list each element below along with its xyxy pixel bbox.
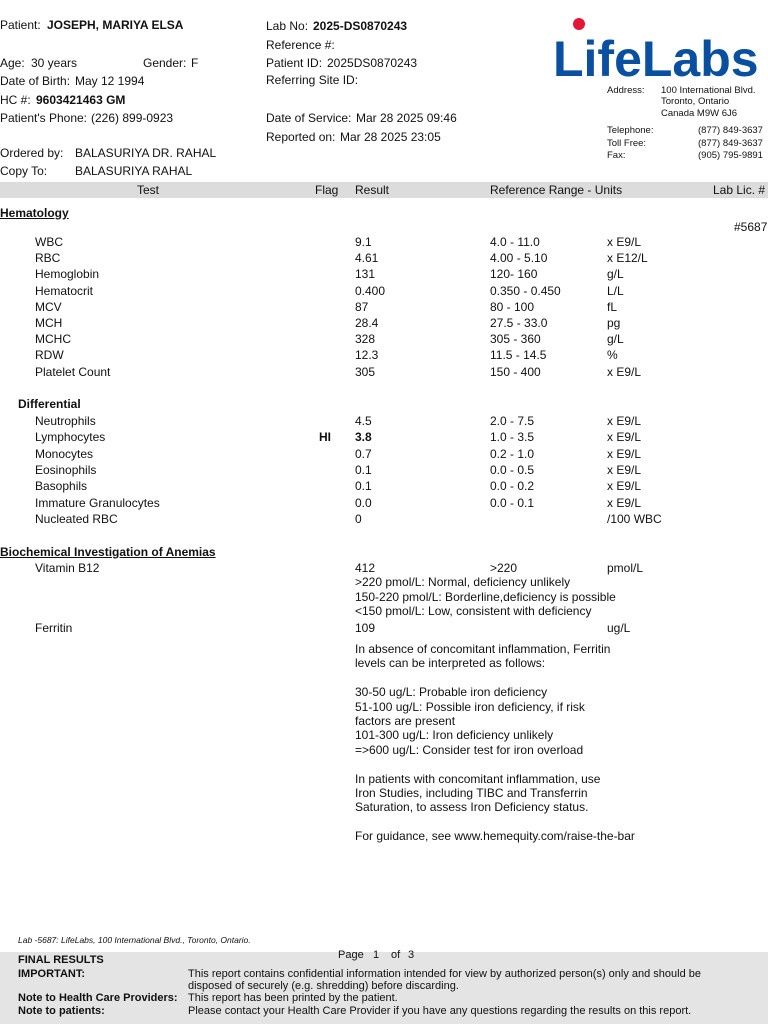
- row-range: 2.0 - 7.5: [490, 414, 535, 428]
- row-range: 0.350 - 0.450: [490, 283, 561, 298]
- fax-label: Fax:: [607, 150, 626, 161]
- row-result: 0.1: [355, 479, 372, 494]
- address-line-3: Canada M9W 6J6: [661, 108, 738, 119]
- row-test: Eosinophils: [35, 462, 97, 477]
- section-anemias: Biochemical Investigation of Anemias: [0, 545, 216, 559]
- row-result: 4.61: [355, 251, 379, 266]
- row-range: 27.5 - 33.0: [490, 316, 548, 330]
- note-line: 150-220 pmol/L: Borderline,deficiency is possible: [355, 589, 616, 604]
- note-line: In patients with concomitant inflammation, use: [355, 771, 601, 786]
- copy-to-label: Copy To:: [0, 164, 48, 178]
- row-range: 11.5 - 14.5: [490, 348, 547, 363]
- row-range: 0.0 - 0.1: [490, 495, 535, 510]
- row-range: 1.0 - 3.5: [490, 430, 535, 445]
- row-result: 131: [355, 267, 376, 282]
- page-of-label: of: [391, 949, 401, 961]
- patient-id-label: Patient ID:: [266, 56, 323, 70]
- col-lab-lic: Lab Lic. #: [713, 183, 766, 197]
- ferritin-result: 109: [355, 621, 376, 635]
- row-result: 0.7: [355, 446, 372, 461]
- age-label: Age:: [0, 56, 25, 70]
- telephone-label: Telephone:: [607, 125, 654, 136]
- section-differential: Differential: [18, 397, 81, 411]
- row-result: 305: [355, 364, 376, 379]
- patient-label: Patient:: [0, 18, 41, 32]
- row-result: 87: [355, 299, 369, 314]
- important-text-2: disposed of securely (e.g. shredding) before discarding.: [188, 980, 459, 992]
- row-unit: x E9/L: [607, 364, 642, 379]
- col-reference-range: Reference Range - Units: [490, 183, 623, 197]
- row-result: 28.4: [355, 316, 379, 330]
- row-unit: x E9/L: [607, 479, 642, 494]
- hcp-text: This report has been printed by the patient.: [188, 992, 398, 1004]
- reported-on-value: Mar 28 2025 23:05: [340, 130, 441, 144]
- dob-label: Date of Birth:: [0, 74, 71, 88]
- row-test: Basophils: [35, 479, 88, 494]
- row-result: 0.1: [355, 462, 372, 477]
- row-result: 0.0: [355, 495, 372, 510]
- hcp-label: Note to Health Care Providers:: [18, 992, 178, 1004]
- note-line: <150 pmol/L: Low, consistent with deficiency: [355, 604, 592, 618]
- b12-test: Vitamin B12: [35, 561, 100, 575]
- address-line-2: Toronto, Ontario: [661, 96, 730, 107]
- row-range: 0.0 - 0.5: [490, 462, 535, 477]
- lab-license: #5687: [734, 220, 768, 234]
- important-label: IMPORTANT:: [18, 968, 86, 980]
- lab-address-note: Lab -5687: LifeLabs, 100 International Blvd., Toronto, Ontario.: [18, 935, 251, 945]
- page-number: 1: [373, 949, 380, 961]
- date-of-service-label: Date of Service:: [266, 111, 352, 125]
- note-line: For guidance, see www.hemequity.com/raise-the-bar: [355, 829, 635, 844]
- row-range: 150 - 400: [490, 364, 541, 379]
- patients-label: Note to patients:: [18, 1005, 105, 1017]
- col-test: Test: [137, 183, 160, 197]
- row-test: MCHC: [35, 332, 71, 347]
- col-flag: Flag: [315, 183, 339, 197]
- patients-text: Please contact your Health Care Provider if you have any questions regarding the results on this report.: [188, 1005, 692, 1017]
- row-result: 0.400: [355, 283, 386, 298]
- toll-free-label: Toll Free:: [607, 138, 647, 149]
- row-unit: x E9/L: [607, 462, 642, 477]
- address-line-1: 100 International Blvd.: [661, 85, 756, 96]
- row-unit: x E9/L: [607, 430, 642, 445]
- lifelabs-logo: [553, 14, 768, 84]
- fax-value: (905) 795-9891: [698, 150, 763, 161]
- hc-label: HC #:: [0, 93, 31, 107]
- lab-no-value: 2025-DS0870243: [313, 19, 408, 33]
- row-flag: HI: [319, 430, 331, 445]
- row-result: 9.1: [355, 235, 372, 249]
- row-result: 0: [355, 511, 362, 526]
- patient-id-value: 2025DS0870243: [327, 56, 418, 70]
- phone-value: (226) 899-0923: [91, 111, 174, 125]
- page-label: Page: [338, 949, 364, 961]
- b12-result: 412: [355, 561, 376, 575]
- note-line: 30-50 ug/L: Probable iron deficiency: [355, 685, 548, 700]
- ordered-by-label: Ordered by:: [0, 146, 64, 160]
- note-line: =>600 ug/L: Consider test for iron overload: [355, 742, 584, 757]
- row-result: 328: [355, 332, 376, 347]
- b12-unit: pmol/L: [607, 561, 644, 575]
- ferritin-test: Ferritin: [35, 621, 73, 635]
- row-test: RDW: [35, 348, 64, 363]
- gender-label: Gender:: [143, 56, 187, 70]
- date-of-service-value: Mar 28 2025 09:46: [356, 111, 457, 125]
- row-test: WBC: [35, 235, 63, 249]
- final-results: FINAL RESULTS: [18, 954, 104, 966]
- row-unit: pg: [607, 316, 621, 330]
- row-range: 4.0 - 11.0: [490, 235, 540, 249]
- age-value: 30 years: [31, 56, 78, 70]
- page-total: 3: [408, 949, 415, 961]
- row-test: Lymphocytes: [35, 430, 106, 445]
- row-range: 120- 160: [490, 267, 538, 282]
- note-line: Iron Studies, including TIBC and Transferrin: [355, 786, 588, 800]
- row-range: 0.2 - 1.0: [490, 446, 535, 461]
- logo-dot-icon: [573, 18, 585, 30]
- row-result: 12.3: [355, 348, 379, 363]
- row-unit: x E12/L: [607, 251, 648, 266]
- row-test: Platelet Count: [35, 364, 111, 379]
- gender-value: F: [191, 56, 199, 70]
- row-test: MCV: [35, 299, 62, 314]
- row-unit: L/L: [607, 283, 624, 298]
- row-test: Monocytes: [35, 446, 94, 461]
- note-line: 101-300 ug/L: Iron deficiency unlikely: [355, 728, 554, 743]
- row-test: Immature Granulocytes: [35, 495, 160, 510]
- hc-value: 9603421463 GM: [36, 93, 126, 107]
- b12-range: >220: [490, 561, 518, 575]
- note-line: In absence of concomitant inflammation, Ferritin: [355, 642, 611, 656]
- row-test: Neutrophils: [35, 414, 96, 428]
- referring-site-label: Referring Site ID:: [266, 73, 359, 87]
- dob-value: May 12 1994: [75, 74, 145, 88]
- section-hematology: Hematology: [0, 206, 69, 220]
- row-unit: %: [607, 348, 618, 363]
- ferritin-unit: ug/L: [607, 621, 631, 635]
- note-line: >220 pmol/L: Normal, deficiency unlikely: [355, 575, 571, 589]
- note-line: levels can be interpreted as follows:: [355, 656, 546, 671]
- col-result: Result: [355, 183, 390, 197]
- row-unit: x E9/L: [607, 446, 642, 461]
- note-line: Saturation, to assess Iron Deficiency status.: [355, 800, 589, 815]
- address-label: Address:: [607, 85, 645, 96]
- row-result: 3.8: [355, 430, 372, 445]
- row-result: 4.5: [355, 414, 372, 428]
- row-unit: x E9/L: [607, 495, 642, 510]
- reference-label: Reference #:: [266, 38, 335, 52]
- row-test: Nucleated RBC: [35, 511, 118, 526]
- row-range: 80 - 100: [490, 299, 535, 314]
- row-unit: x E9/L: [607, 235, 642, 249]
- telephone-value: (877) 849-3637: [698, 125, 763, 136]
- logo-text: LifeLabs: [553, 31, 759, 84]
- copy-to-value: BALASURIYA RAHAL: [75, 164, 193, 178]
- lab-no-label: Lab No:: [266, 19, 309, 33]
- reported-on-label: Reported on:: [266, 130, 336, 144]
- row-unit: g/L: [607, 267, 624, 282]
- row-unit: /100 WBC: [607, 511, 662, 526]
- row-unit: fL: [607, 299, 618, 314]
- note-line: 51-100 ug/L: Possible iron deficiency, if risk: [355, 699, 585, 714]
- ordered-by-value: BALASURIYA DR. RAHAL: [75, 146, 217, 160]
- important-text-1: This report contains confidential information intended for view by authorized person(s) only and should be: [188, 968, 702, 980]
- row-test: Hematocrit: [35, 283, 94, 298]
- row-range: 4.00 - 5.10: [490, 251, 548, 266]
- row-range: 305 - 360: [490, 332, 541, 347]
- note-line: factors are present: [355, 714, 456, 728]
- row-test: Hemoglobin: [35, 267, 100, 282]
- row-range: 0.0 - 0.2: [490, 479, 535, 494]
- row-test: RBC: [35, 251, 61, 266]
- patient-name: JOSEPH, MARIYA ELSA: [47, 18, 184, 32]
- row-test: MCH: [35, 316, 63, 330]
- phone-label: Patient's Phone:: [0, 111, 88, 125]
- toll-free-value: (877) 849-3637: [698, 138, 763, 149]
- row-unit: x E9/L: [607, 414, 642, 428]
- row-unit: g/L: [607, 332, 624, 347]
